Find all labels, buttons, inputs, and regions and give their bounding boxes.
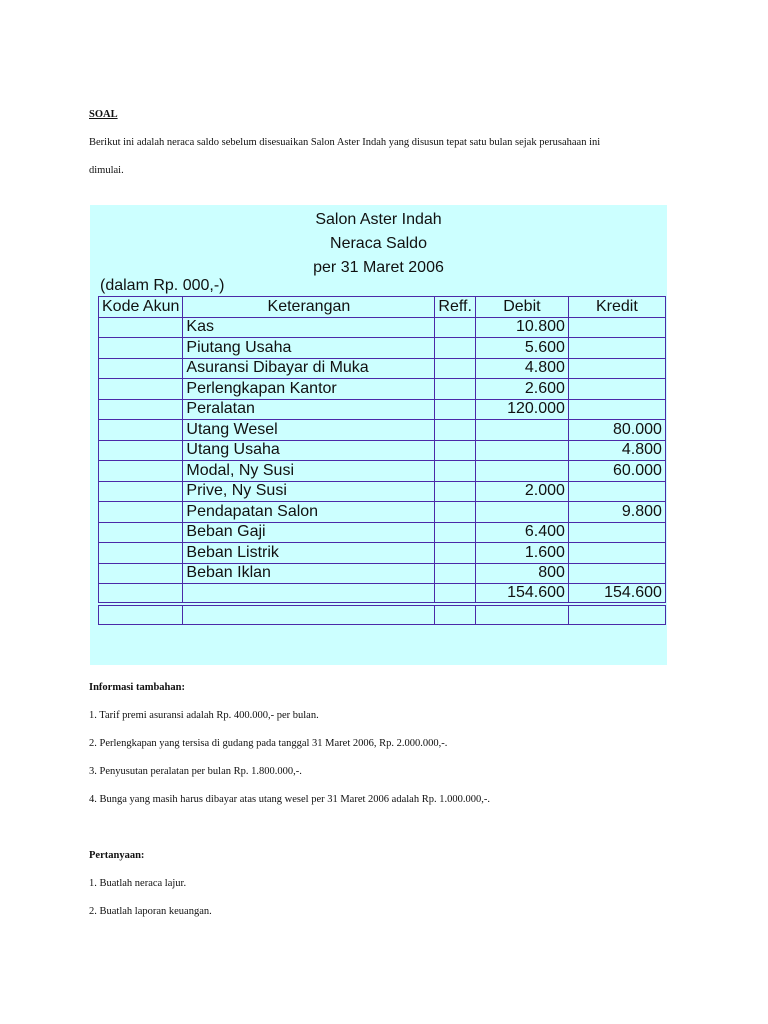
- cell-keterangan: Beban Listrik: [183, 543, 435, 564]
- table-row: [99, 502, 666, 523]
- cell-kode: [99, 399, 183, 420]
- table-total-row: [99, 584, 666, 605]
- cell-reff: [435, 440, 476, 461]
- company-name: Salon Aster Indah: [315, 211, 442, 228]
- cell-debit: [475, 461, 568, 482]
- cell-kode: [99, 543, 183, 564]
- cell-kredit: [568, 604, 665, 625]
- cell-reff: [435, 563, 476, 584]
- cell-keterangan: Utang Usaha: [183, 440, 435, 461]
- trial-balance-table: [98, 296, 666, 625]
- pertanyaan-item: 2. Buatlah laporan keuangan.: [89, 906, 212, 917]
- cell-kredit: 60.000: [568, 461, 665, 482]
- cell-reff: [435, 461, 476, 482]
- table-row: [99, 563, 666, 584]
- info-item: 2. Perlengkapan yang tersisa di gudang pada tanggal 31 Maret 2006, Rp. 2.000.000,-.: [89, 738, 448, 749]
- cell-kode: [99, 502, 183, 523]
- total-debit: 154.600: [475, 584, 568, 605]
- cell-keterangan: Peralatan: [183, 399, 435, 420]
- cell-keterangan: Prive, Ny Susi: [183, 481, 435, 502]
- cell-debit: 10.800: [475, 317, 568, 338]
- cell-keterangan: Utang Wesel: [183, 420, 435, 441]
- intro-text-line-2: dimulai.: [89, 165, 124, 176]
- table-header-row: [99, 297, 666, 318]
- cell-keterangan: Kas: [183, 317, 435, 338]
- cell-debit: 2.000: [475, 481, 568, 502]
- cell-debit: 4.800: [475, 358, 568, 379]
- table-row: [99, 338, 666, 359]
- cell-kredit: [568, 399, 665, 420]
- unit-note: (dalam Rp. 000,-): [100, 277, 225, 294]
- info-item: 4. Bunga yang masih harus dibayar atas utang wesel per 31 Maret 2006 adalah Rp. 1.000.000,-.: [89, 794, 490, 805]
- table-row: [99, 420, 666, 441]
- cell-kode: [99, 604, 183, 625]
- table-row: [99, 358, 666, 379]
- info-item: 1. Tarif premi asuransi adalah Rp. 400.000,- per bulan.: [89, 710, 319, 721]
- cell-kode: [99, 481, 183, 502]
- cell-kredit: [568, 379, 665, 400]
- cell-debit: 5.600: [475, 338, 568, 359]
- table-row: [99, 399, 666, 420]
- cell-kode: [99, 338, 183, 359]
- cell-kredit: 4.800: [568, 440, 665, 461]
- total-kredit: 154.600: [568, 584, 665, 605]
- cell-debit: 1.600: [475, 543, 568, 564]
- soal-heading: SOAL: [89, 109, 118, 120]
- cell-keterangan: Beban Iklan: [183, 563, 435, 584]
- cell-kredit: [568, 338, 665, 359]
- cell-debit: [475, 440, 568, 461]
- cell-kode: [99, 440, 183, 461]
- cell-kredit: [568, 543, 665, 564]
- cell-reff: [435, 338, 476, 359]
- cell-keterangan: Piutang Usaha: [183, 338, 435, 359]
- cell-kode: [99, 461, 183, 482]
- cell-debit: [475, 604, 568, 625]
- cell-reff: [435, 358, 476, 379]
- cell-keterangan: [183, 584, 435, 605]
- cell-kredit: [568, 317, 665, 338]
- table-empty-row: [99, 604, 666, 625]
- cell-kredit: [568, 358, 665, 379]
- table-row: [99, 379, 666, 400]
- cell-kode: [99, 563, 183, 584]
- cell-debit: 800: [475, 563, 568, 584]
- header-kredit: Kredit: [568, 297, 665, 318]
- cell-reff: [435, 604, 476, 625]
- cell-kode: [99, 379, 183, 400]
- cell-kredit: 80.000: [568, 420, 665, 441]
- cell-keterangan: Asuransi Dibayar di Muka: [183, 358, 435, 379]
- report-date: per 31 Maret 2006: [313, 259, 444, 276]
- cell-reff: [435, 399, 476, 420]
- table-row: [99, 543, 666, 564]
- cell-keterangan: [183, 604, 435, 625]
- cell-reff: [435, 584, 476, 605]
- cell-debit: [475, 420, 568, 441]
- cell-reff: [435, 543, 476, 564]
- cell-kredit: [568, 563, 665, 584]
- cell-debit: 6.400: [475, 522, 568, 543]
- info-item: 3. Penyusutan peralatan per bulan Rp. 1.800.000,-.: [89, 766, 302, 777]
- cell-keterangan: Pendapatan Salon: [183, 502, 435, 523]
- intro-text-line-1: Berikut ini adalah neraca saldo sebelum disesuaikan Salon Aster Indah yang disusun tepat satu bulan sejak perusahaan ini: [89, 137, 601, 148]
- table-row: [99, 481, 666, 502]
- cell-reff: [435, 420, 476, 441]
- cell-debit: [475, 502, 568, 523]
- cell-kode: [99, 584, 183, 605]
- cell-kredit: [568, 522, 665, 543]
- cell-kredit: [568, 481, 665, 502]
- cell-keterangan: Perlengkapan Kantor: [183, 379, 435, 400]
- table-row: [99, 317, 666, 338]
- pertanyaan-item: 1. Buatlah neraca lajur.: [89, 878, 187, 889]
- cell-reff: [435, 502, 476, 523]
- cell-reff: [435, 522, 476, 543]
- trial-balance-figure: [90, 205, 667, 665]
- header-keterangan: Keterangan: [183, 297, 435, 318]
- cell-kode: [99, 317, 183, 338]
- pertanyaan-heading: Pertanyaan:: [89, 850, 145, 861]
- table-row: [99, 522, 666, 543]
- table-row: [99, 440, 666, 461]
- cell-debit: 2.600: [475, 379, 568, 400]
- cell-kode: [99, 358, 183, 379]
- cell-reff: [435, 317, 476, 338]
- cell-debit: 120.000: [475, 399, 568, 420]
- cell-reff: [435, 481, 476, 502]
- cell-keterangan: Modal, Ny Susi: [183, 461, 435, 482]
- cell-keterangan: Beban Gaji: [183, 522, 435, 543]
- cell-reff: [435, 379, 476, 400]
- table-row: [99, 461, 666, 482]
- header-debit: Debit: [475, 297, 568, 318]
- cell-kode: [99, 420, 183, 441]
- cell-kredit: 9.800: [568, 502, 665, 523]
- info-heading: Informasi tambahan:: [89, 682, 185, 693]
- cell-kode: [99, 522, 183, 543]
- header-kode-akun: Kode Akun: [99, 297, 183, 318]
- report-title: Neraca Saldo: [330, 235, 427, 252]
- header-reff: Reff.: [435, 297, 476, 318]
